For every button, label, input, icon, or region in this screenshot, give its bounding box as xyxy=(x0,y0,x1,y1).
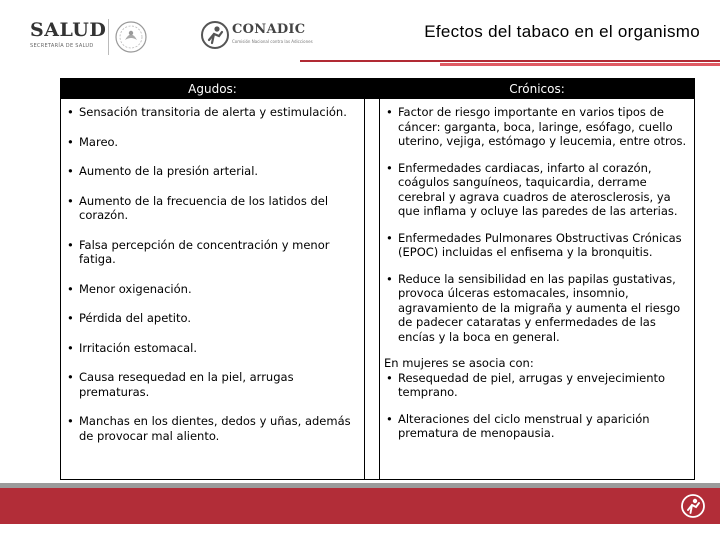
effects-table xyxy=(60,78,695,480)
acute-item: • Falsa percepción de concentración y menor fatiga. xyxy=(65,238,360,267)
chronic-item: • Enfermedades Pulmonares Obstructivas Crónicas (EPOC) incluidas el enfisema y la bronquitis. xyxy=(384,231,690,260)
women-item: • Alteraciones del ciclo menstrual y aparición prematura de menopausia. xyxy=(384,412,690,441)
acute-item: • Sensación transitoria de alerta y estimulación. xyxy=(65,105,360,120)
acute-item: • Pérdida del apetito. xyxy=(65,311,360,326)
acute-item: • Manchas en los dientes, dedos y uñas, además de provocar mal aliento. xyxy=(65,414,360,443)
chronic-header: Crónicos: xyxy=(380,79,694,99)
acute-item: • Irritación estomacal. xyxy=(65,341,360,356)
acute-item: • Mareo. xyxy=(65,135,360,150)
page-title: Efectos del tabaco en el organismo xyxy=(424,22,700,41)
conadic-logo xyxy=(200,20,313,50)
title-rule-accent xyxy=(440,63,720,66)
chronic-item: • Factor de riesgo importante en varios tipos de cáncer: garganta, boca, laringe, esófago, cuello uterino, vejiga, estómago y leucemia, entre otros. xyxy=(384,105,690,149)
acute-list xyxy=(61,99,364,443)
title-rule xyxy=(300,60,720,62)
footer-bar xyxy=(0,488,720,524)
chronic-item: • Reduce la sensibilidad en las papilas gustativas, provoca úlceras estomacales, insomnio, agravamiento de la migraña y aumenta el riesgo de padecer cataratas y enfermedades de las encías y la boca en general. xyxy=(384,272,690,345)
salud-logo-text: SALUD xyxy=(30,19,107,41)
chronic-item: • Enfermedades cardiacas, infarto al corazón, coágulos sanguíneos, taquicardia, derrame cerebral y agrava cuadros de aterosclerosis, ya que inflama y ocluye las paredes de las arterias. xyxy=(384,161,690,219)
conadic-logo-text: CONADIC xyxy=(232,22,306,37)
header-gap xyxy=(364,79,379,99)
women-item: • Resequedad de piel, arrugas y envejecimiento temprano. xyxy=(384,371,690,400)
conadic-figure-icon xyxy=(680,493,706,519)
chronic-column xyxy=(379,79,694,479)
national-seal-icon xyxy=(114,20,148,54)
page-header xyxy=(0,0,720,70)
salud-logo-subtext: SECRETARÍA DE SALUD xyxy=(30,43,94,49)
conadic-logo-subtext: Comisión Nacional contra las Adicciones xyxy=(232,39,313,44)
acute-item: • Aumento de la presión arterial. xyxy=(65,164,360,179)
salud-logo xyxy=(30,20,110,52)
chronic-list xyxy=(380,99,694,441)
conadic-figure-icon xyxy=(200,20,230,50)
logo-divider xyxy=(108,19,109,55)
acute-item: • Causa resequedad en la piel, arrugas prematuras. xyxy=(65,370,360,399)
acute-column xyxy=(61,79,365,479)
acute-header: Agudos: xyxy=(61,79,364,99)
women-intro: En mujeres se asocia con: xyxy=(384,356,534,370)
acute-item: • Menor oxigenación. xyxy=(65,282,360,297)
acute-item: • Aumento de la frecuencia de los latidos del corazón. xyxy=(65,194,360,223)
